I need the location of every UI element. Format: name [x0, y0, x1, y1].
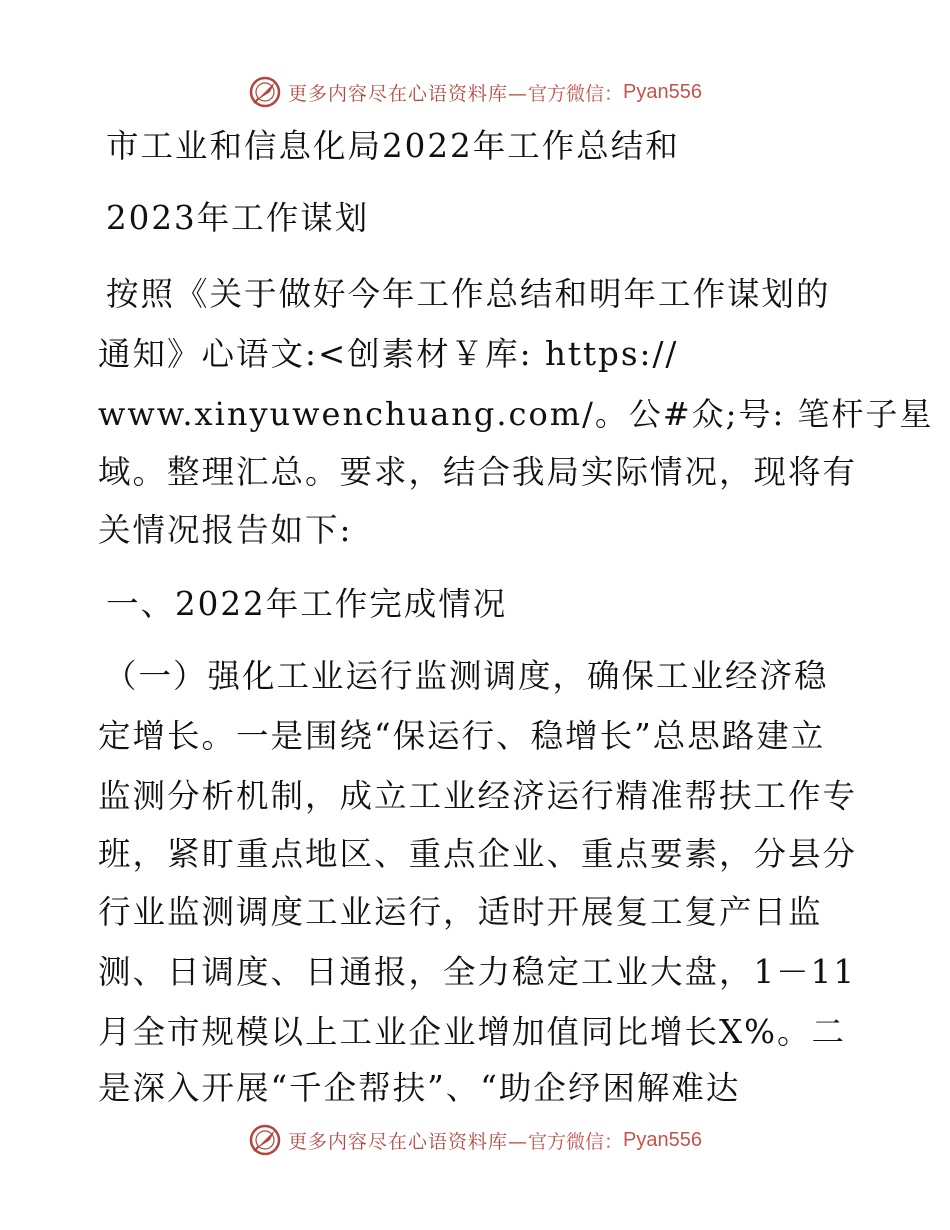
document-title-line-1: 市工业和信息化局2022年工作总结和 — [106, 127, 680, 165]
intro-line: 按照《关于做好今年工作总结和明年工作谋划的 — [106, 275, 831, 313]
banner-wechat-id: Pyan556 — [623, 80, 702, 103]
footer-watermark-banner — [0, 1120, 950, 1160]
paragraph-line: （一）强化工业运行监测调度，确保工业经济稳 — [104, 657, 829, 695]
banner-text: 更多内容尽在心语资料库— — [288, 1130, 529, 1153]
paragraph-line: 定增长。一是围绕“保运行、稳增长”总思路建立 — [98, 717, 826, 755]
banner-wechat-label: 官方微信： — [528, 1130, 624, 1153]
quill-circle-logo-icon — [248, 75, 282, 109]
section-heading: 一、2022年工作完成情况 — [106, 585, 508, 623]
paragraph-line: 月全市规模以上工业企业增加值同比增长X%。二 — [98, 1013, 847, 1051]
header-watermark-banner — [0, 72, 950, 112]
paragraph-line: 班，紧盯重点地区、重点企业、重点要素，分县分 — [98, 835, 858, 873]
banner-text: 更多内容尽在心语资料库— — [288, 82, 529, 105]
paragraph-line: 行业监测调度工业运行，适时开展复工复产日监 — [98, 893, 823, 931]
banner-wechat-id: Pyan556 — [623, 1128, 702, 1151]
paragraph-line: 监测分析机制，成立工业经济运行精准帮扶工作专 — [98, 777, 858, 815]
intro-line: 域。整理汇总。要求，结合我局实际情况，现将有 — [98, 453, 858, 491]
paragraph-line: 测、日调度、日通报，全力稳定工业大盘，1－11 — [98, 953, 857, 991]
intro-line: 通知》心语文:<创素材￥库: https:// — [98, 335, 679, 373]
banner-wechat-label: 官方微信： — [528, 82, 624, 105]
quill-circle-logo-icon — [248, 1123, 282, 1157]
paragraph-line: 是深入开展“千企帮扶”、“助企纾困解难达 — [98, 1069, 741, 1107]
intro-line: www.xinyuwenchuang.com/。公#众;号: 笔杆子星 — [98, 395, 934, 433]
document-title-line-2: 2023年工作谋划 — [106, 199, 370, 237]
intro-line: 关情况报告如下: — [98, 511, 353, 549]
